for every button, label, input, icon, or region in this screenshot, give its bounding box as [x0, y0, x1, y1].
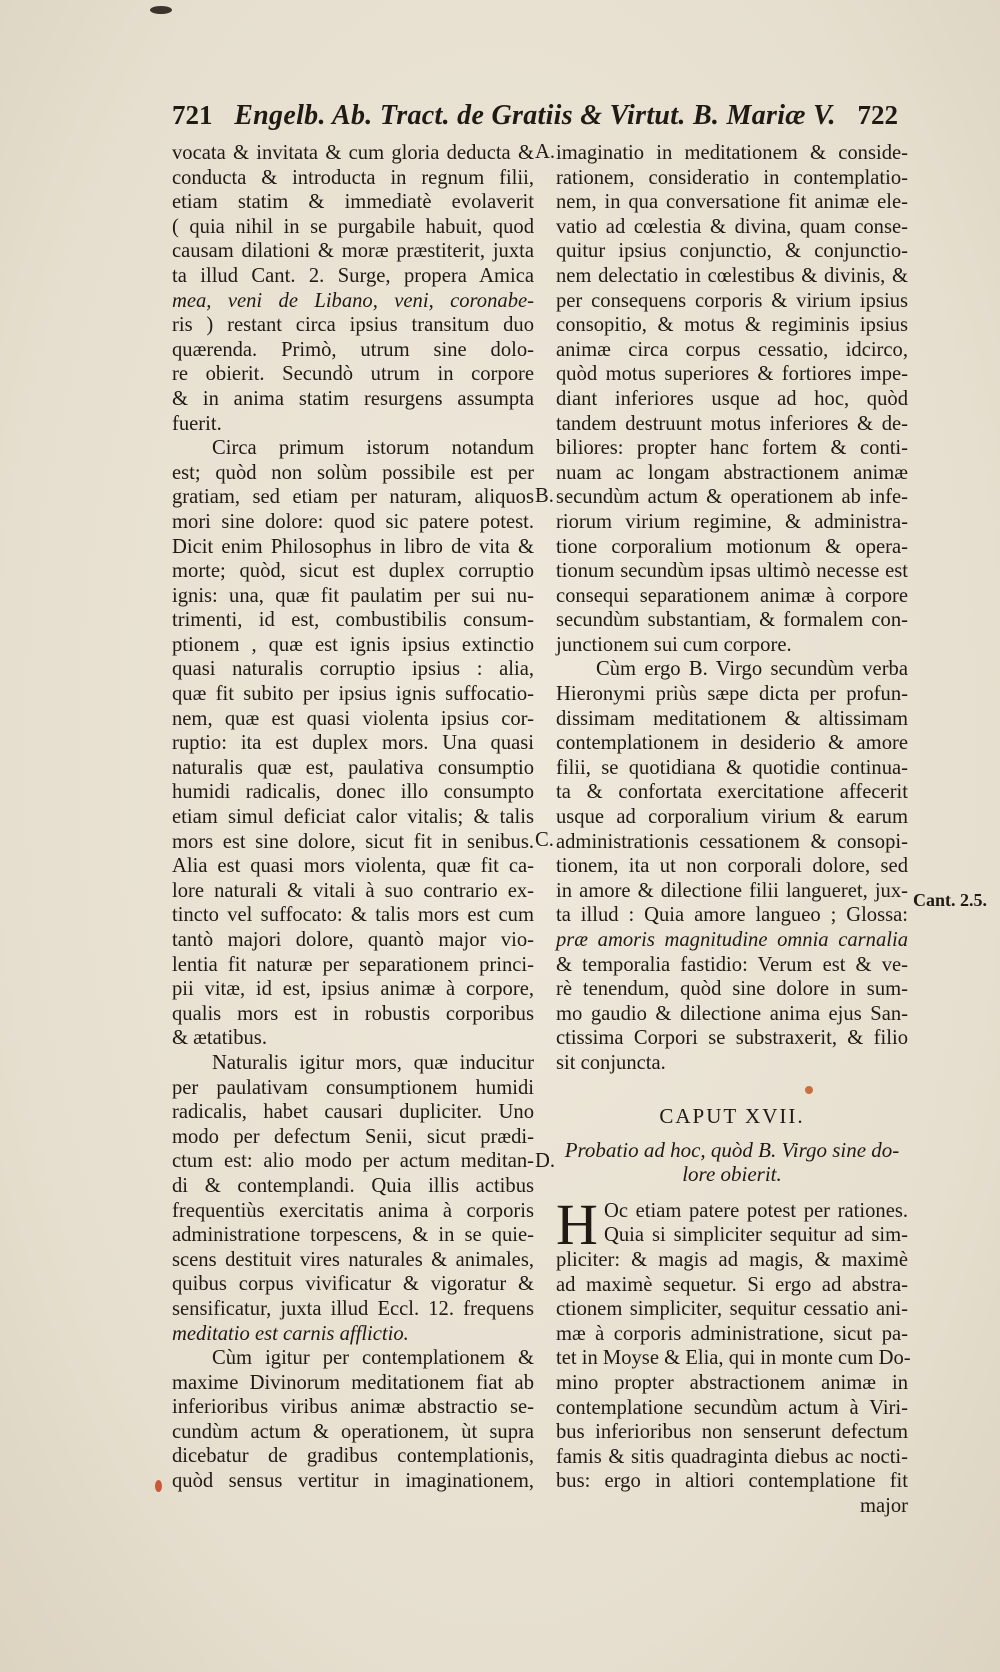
ink-speck: [805, 1086, 813, 1094]
text-line: etiam statim & immediatè evolaverit: [172, 191, 534, 214]
text-line: nuam ac longam abstractionem animæ: [556, 461, 908, 484]
text-line: usque ad corporalium virium & earum: [556, 806, 908, 829]
text-line: consopitio, & motus & regiminis ipsius: [556, 314, 908, 337]
text-line: quibus corpus vivificatur & vigoratur &: [172, 1273, 534, 1296]
text-line: famis & sitis quadraginta diebus ac nocti-: [556, 1445, 908, 1468]
text-line: secundùm actum & operationem ab infe-: [556, 486, 908, 509]
text-line: dissimam meditationem & altissimam: [556, 707, 908, 730]
text-line: mino propter abstractionem animæ in: [556, 1371, 908, 1394]
text-line: naturalis quæ est, paulativa consumptio: [172, 756, 534, 779]
text-line: lore naturali & vitali à suo contrario ex-: [172, 879, 534, 902]
text-line: in amore & dilectione filii langueret, jux-: [556, 879, 908, 902]
text-line: mea, veni de Libano, veni, coronabe-: [172, 289, 534, 312]
chapter-body: [556, 1191, 911, 1519]
text-line: Quia si simpliciter sequitur ad sim-: [604, 1224, 908, 1247]
text-line: tantò majori dolore, quantò major vio-: [172, 929, 534, 951]
text-line: ( quia nihil in se purgabile habuit, quod: [172, 215, 534, 238]
ink-speck: [155, 1480, 162, 1492]
chapter-title: CAPUT XVII.: [659, 1103, 805, 1128]
text-line: nem, quæ est quasi violenta ipsius cor-: [172, 707, 534, 730]
text-line: consequi separationem animæ à corpore: [556, 584, 908, 607]
text-line: rè tenendum, quòd sine dolore in sum-: [556, 978, 908, 1001]
text-line: quasi naturalis corruptio ipsius : alia,: [172, 658, 534, 681]
text-line: quærenda. Primò, utrum sine dolo-: [172, 338, 534, 361]
section-letter-b: B.: [535, 485, 554, 507]
text-line: Alia est quasi mors violenta, quæ fit ca-: [172, 855, 534, 878]
text-line: pliciter: & magis ad magis, & maximè: [556, 1248, 908, 1271]
text-line: per paulativam consumptionem humidi: [172, 1076, 534, 1099]
text-line: diant inferiores usque ad hoc, quòd: [556, 387, 908, 410]
text-line: humidi radicalis, donec illo consumpto: [172, 781, 534, 804]
text-line: mo gaudio & dilectione anima ejus San-: [556, 1002, 908, 1025]
text-line: quòd motus superiores & fortiores impe-: [556, 363, 908, 386]
text-line: mors est sine dolore, sicut fit in senibus.: [172, 830, 534, 853]
catchword: major: [859, 1494, 908, 1517]
running-title: Engelb. Ab. Tract. de Gratiis & Virtut. B. Mariæ V.: [234, 100, 836, 131]
spacer: [556, 1187, 908, 1199]
text-line: animæ circa corpus cessatio, idcirco,: [556, 338, 908, 361]
text-line: ruptio: ita est duplex mors. Una quasi: [172, 732, 534, 755]
text-line: administratione torpescens, & in se quie-: [172, 1224, 534, 1247]
text-line: sensificatur, juxta illud Eccl. 12. frequens: [172, 1297, 534, 1320]
spacer: [556, 1076, 908, 1098]
text-line: Dicit enim Philosophus in libro de vita &: [172, 535, 534, 558]
text-line: per consequens corporis & virium ipsius: [556, 289, 908, 312]
text-line: & in anima statim resurgens assumpta: [172, 387, 534, 410]
section-letter-d: D.: [535, 1150, 556, 1172]
text-line: imaginatio in meditationem & conside-: [556, 142, 908, 164]
text-line: ctissima Corpori se substraxerit, & filio: [556, 1027, 908, 1050]
text-line: pii vitæ, id est, ipsius animæ à corpore,: [172, 978, 534, 1001]
left-column: [172, 141, 534, 1494]
margin-note: Cant. 2.5.: [913, 890, 988, 910]
text-line: frequentiùs exercitatis anima à corporis: [172, 1199, 534, 1222]
text-line: conducta & introducta in regnum filii,: [172, 166, 534, 189]
text-line: Cùm ergo B. Virgo secundùm verba: [596, 658, 908, 681]
text-line: tet in Moyse & Elia, qui in monte cum Do-: [556, 1347, 911, 1370]
text-line: & ætatibus.: [172, 1027, 267, 1050]
text-line: bus: ergo in altiori contemplatione fit: [556, 1470, 908, 1493]
page-number-right: 722: [857, 100, 898, 130]
text-line: rationem, consideratio in contemplatio-: [556, 166, 908, 189]
text-line: tincto vel suffocato: & talis mors est cum: [172, 904, 534, 927]
text-line: administrationis cessationem & consopi-: [556, 830, 908, 853]
text-line: cundùm actum & operationem, ùt supra: [172, 1420, 534, 1443]
chapter-rubric: lore obierit.: [682, 1162, 782, 1187]
text-line: Oc etiam patere potest per rationes.: [604, 1199, 908, 1222]
text-line: riorum virium regimine, & administra-: [556, 510, 908, 533]
text-line: lentia fit naturæ per separationem princi-: [172, 953, 534, 976]
text-line: morte; quòd, sicut est duplex corruptio: [172, 560, 534, 583]
text-line: sit conjuncta.: [556, 1051, 666, 1074]
chapter-rubric: Probatio ad hoc, quòd B. Virgo sine do-: [564, 1137, 900, 1162]
text-line: causam dilationi & moræ præstiterit, juxta: [172, 240, 534, 263]
text-line: gratiam, sed etiam per naturam, aliquos: [172, 486, 534, 509]
text-line: ris ) restant circa ipsius transitum duo: [172, 314, 534, 337]
text-line: tandem destruunt motus inferiores & de-: [556, 412, 908, 435]
text-line: Hieronymi priùs sæpe dicta per profun-: [556, 683, 908, 706]
text-line: Cùm igitur per contemplationem &: [212, 1347, 534, 1370]
text-line: præ amoris magnitudine omnia carnalia: [556, 929, 908, 951]
text-line: tionem, ita ut non corporali dolore, sed: [556, 855, 908, 878]
text-line: Circa primum istorum notandum: [212, 437, 534, 460]
text-line: secundùm substantiam, & formalem con-: [556, 609, 908, 632]
text-line: nem, in qua conversatione fit animæ ele-: [556, 191, 908, 214]
section-letter-c: C.: [535, 829, 554, 851]
right-column: [556, 141, 911, 1518]
text-line: ta illud Cant. 2. Surge, propera Amica: [172, 264, 534, 287]
text-line: & temporalia fastidio: Verum est & ve-: [556, 953, 908, 976]
text-line: ptionem , quæ est ignis ipsius extinctio: [172, 633, 534, 656]
text-line: mæ à corporis administratione, sicut pa-: [556, 1322, 908, 1345]
drop-cap: H: [556, 1191, 598, 1257]
text-line: meditatio est carnis afflictio.: [172, 1322, 409, 1345]
text-line: est; quòd non solùm possibile est per: [172, 461, 534, 484]
text-line: re obierit. Secundò utrum in corpore: [172, 363, 534, 386]
text-line: ta & confortata exercitatione affecerit: [556, 781, 908, 804]
text-line: ignis: una, quæ fit paulatim per sui nu-: [172, 584, 534, 607]
text-line: vocata & invitata & cum gloria deducta &: [172, 142, 534, 164]
text-line: dicebatur de gradibus contemplationis,: [172, 1445, 534, 1468]
text-line: di & contemplandi. Quia illis actibus: [172, 1174, 534, 1197]
text-line: etiam simul deficiat calor vitalis; & talis: [172, 806, 534, 829]
text-line: qualis mors est in robustis corporibus: [172, 1002, 534, 1025]
text-line: quòd sensus vertitur in imaginationem,: [172, 1470, 534, 1493]
running-header: [172, 100, 898, 136]
text-line: ad maximè sequetur. Si ergo ad abstra-: [556, 1273, 908, 1296]
text-line: junctionem sui cum corpore.: [556, 633, 792, 656]
text-line: Naturalis igitur mors, quæ inducitur: [212, 1051, 534, 1074]
text-line: quæ fit subito per ipsius ignis suffocatio-: [172, 683, 534, 706]
text-line: tione corporalium motionum & opera-: [556, 535, 908, 558]
text-line: ta illud : Quia amore langueo ; Glossa:: [556, 904, 908, 927]
text-line: filii, se quotidiana & quotidie continua-: [556, 756, 908, 779]
text-line: maxime Divinorum meditationem fiat ab: [172, 1371, 534, 1394]
ink-speck: [150, 6, 172, 14]
text-line: bus inferioribus non senserunt defectum: [556, 1421, 908, 1444]
text-line: ctum est: alio modo per actum meditan-: [172, 1150, 534, 1173]
text-line: tionum secundùm ipsas ultimò necesse est: [556, 560, 908, 583]
text-line: radicalis, habet causari dupliciter. Uno: [172, 1101, 534, 1124]
text-line: inferioribus viribus animæ abstractio se-: [172, 1396, 534, 1419]
text-line: mori sine dolore: quod sic patere potest.: [172, 510, 534, 533]
text-line: modo per defectum Senii, sicut prædi-: [172, 1125, 534, 1148]
page-number-left: 721: [172, 100, 213, 130]
text-line: quitur ipsius conjunctio, & conjunctio-: [556, 240, 908, 263]
text-line: trimenti, id est, combustibilis consum-: [172, 609, 534, 632]
text-line: nem delectatio in cœlestibus & divinis, &: [556, 264, 908, 287]
text-line: biliores: propter hanc fortem & conti-: [556, 437, 908, 460]
text-line: scens destituit vires naturales & animales,: [172, 1248, 534, 1271]
text-line: ctionem simpliciter, sequitur cessatio ani-: [556, 1298, 908, 1321]
text-line: contemplationem in desiderio & amore: [556, 732, 908, 755]
text-line: contemplatione secundùm actum à Viri-: [556, 1396, 908, 1419]
section-letter-a: A.: [535, 141, 556, 163]
text-line: fuerit.: [172, 412, 222, 435]
text-line: vatio ad cœlestia & divina, quam conse-: [556, 215, 908, 238]
